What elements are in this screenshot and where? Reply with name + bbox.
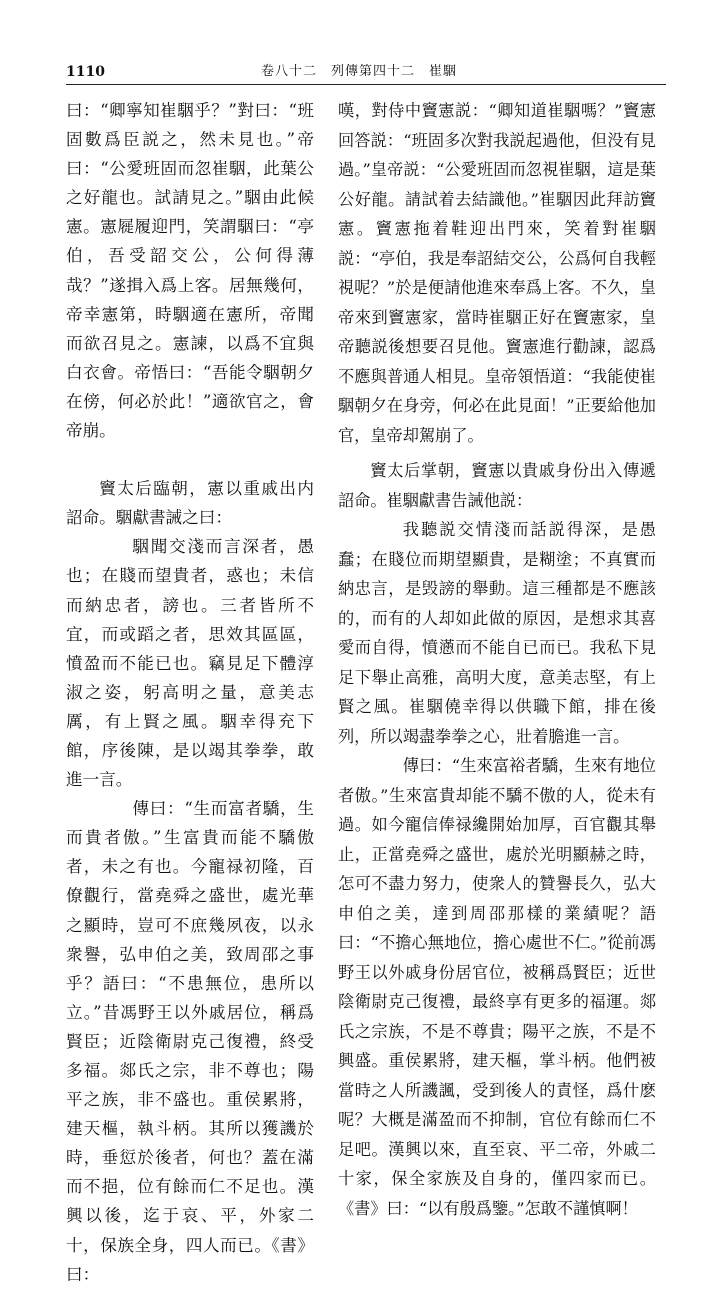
page-header [66, 62, 666, 82]
translation-paragraph-2: 竇太后掌朝，竇憲以貴戚身份出入傳遞詔命。崔駰獻書告誡他説： [338, 461, 656, 510]
classical-paragraph-4: 傳曰：“生而富者驕，生而貴者傲。”生富貴而能不驕傲者，未之有也。今寵禄初隆，百僚觀行，當堯舜之盛世，處光華之顯時，豈可不庶幾夙夜，以永衆譽，弘申伯之美，致周邵之事乎？語曰：“不患無位，患所以立。”昔馮野王以外戚居位，稱爲賢臣；近陰衛尉克己復禮，終受多福。郯氏之宗，非不尊也；陽平之族，非不盛也。重侯累將，建天樞，執斗柄。其所以獲譏於時，垂愆於後者，何也？蓋在滿而不挹，位有餘而仁不足也。漢興以後，迄于哀、平，外家二十，保族全身，四人而已。《書》曰： [66, 799, 314, 1284]
running-title: 卷八十二 列傳第四十二 崔駰 [261, 64, 458, 79]
paragraph-gap [66, 445, 314, 474]
page-number: 1110 [66, 64, 105, 80]
translation-paragraph-1: 嘆，對侍中竇憲説：“卿知道崔駰嗎？”竇憲回答説：“班固多次對我説起過他，但没有見過。”皇帝説：“公愛班固而忽視崔駰，這是葉公好龍。請試着去結識他。”崔駰因此拜訪竇憲。竇憲拖着鞋迎出門來，笑着對崔駰説：“亭伯，我是奉詔結交公，公爲何自我輕視呢？”於是便請他進來奉爲上客。不久，皇帝來到竇憲家，當時崔駰正好在竇憲家，皇帝聽説後想要召見他。竇憲進行勸諫，認爲不應與普通人相見。皇帝領悟道：“我能使崔駰朝夕在身旁，何必在此見面！”正要給他加官，皇帝却駕崩了。 [338, 101, 656, 445]
classical-paragraph-1: 曰：“卿寧知崔駰乎？”對曰：“班固數爲臣説之，然未見也。”帝曰：“公愛班固而忽崔駰，此葉公之好龍也。試請見之。”駰由此候憲。憲屣履迎門，笑謂駰曰：“亭伯，吾受韶交公，公何得薄哉？”遂揖入爲上客。居無幾何，帝幸憲第，時駰適在憲所，帝聞而欲召見之。憲諫，以爲不宜與白衣會。帝悟曰：“吾能令駰朝夕在傍，何必於此！”適欲官之，會帝崩。 [66, 101, 314, 441]
translation-paragraph-4: 傳曰：“生來富裕者驕，生來有地位者傲。”生來富貴却能不驕不傲的人，從未有過。如今寵信俸禄纔開始加厚，百官觀其舉止，正當堯舜之盛世，處於光明顯赫之時，怎可不盡力努力，使衆人的贊譽長久，弘大申伯之美，達到周邵那樣的業績呢？語曰：“不擔心無地位，擔心處世不仁。”從前馮野王以外戚身份居官位，被稱爲賢臣；近世陰衛尉克己復禮，最終享有更多的福運。郯氏之宗族，不是不尊貴；陽平之族，不是不興盛。重侯累將，建天樞，掌斗柄。他們被當時之人所譏諷，受到後人的責怪，爲什麽呢？大概是滿盈而不抑制，官位有餘而仁不足吧。漢興以來，直至哀、平二帝，外戚二十家，保全家族及自身的，僅四家而已。《書》曰：“以有殷爲鑒。”怎敢不謹慎啊！ [338, 756, 656, 1218]
translation-paragraph-3: 我聽説交情淺而話説得深，是愚蠢；在賤位而期望顯貴，是糊塗；不真實而納忠言，是毁謗的舉動。這三種都是不應該的，而有的人却如此做的原因，是想求其喜愛而自得，憤懣而不能自已而已。我私下見足下舉止高雅，高明大度，意美志堅，有上賢之風。崔駰僥幸得以供職下館，排在後列，所以竭盡拳拳之心，壯着膽進一言。 [338, 520, 656, 746]
classical-text-column [66, 96, 314, 1289]
translation-column [338, 96, 656, 1223]
classical-paragraph-2: 竇太后臨朝，憲以重戚出内詔命。駰獻書誡之曰： [66, 479, 314, 528]
classical-paragraph-3: 駰聞交淺而言深者，愚也；在賤而望貴者，惑也；未信而納忠者，謗也。三者皆所不宜，而或蹈之者，思效其區區，憤盈而不能已也。竊見足下體淳淑之姿，躬高明之量，意美志厲，有上賢之風。駰幸得充下館，序後陳，是以竭其拳拳，敢進一言。 [66, 537, 314, 790]
header-rule [66, 84, 666, 85]
